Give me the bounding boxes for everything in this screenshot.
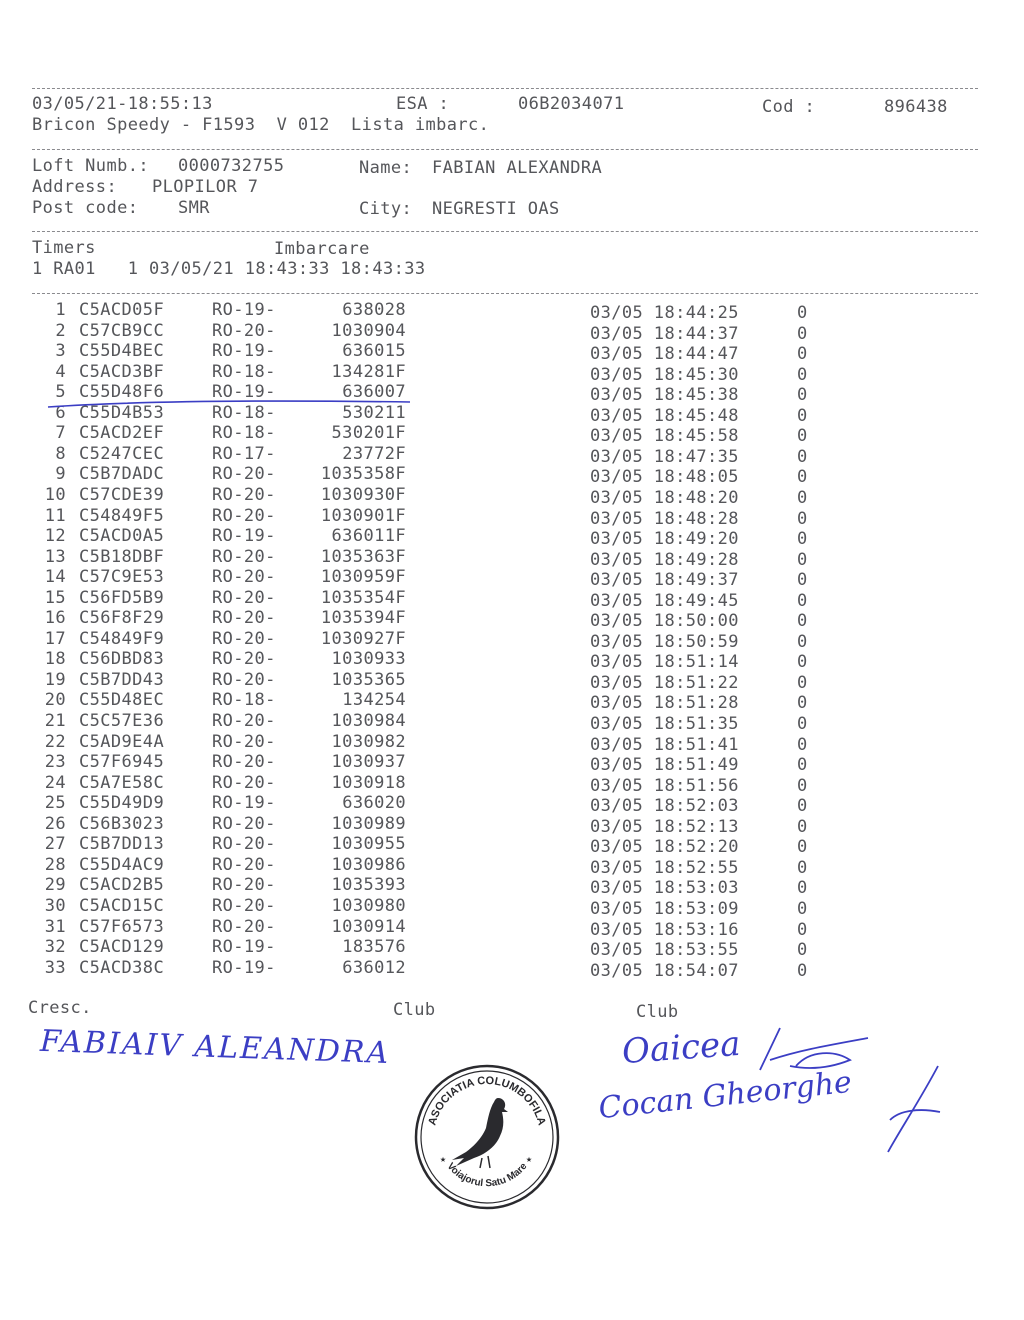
arrival-timestamp: 03/05 18:50:59 (590, 632, 739, 652)
arrival-timestamp: 03/05 18:51:56 (590, 776, 739, 796)
status-value: 0 (797, 406, 808, 426)
row-index: 20 (44, 690, 66, 710)
association-stamp (412, 1062, 562, 1212)
status-value: 0 (797, 324, 808, 344)
row-index: 15 (44, 588, 66, 608)
row-index: 10 (44, 485, 66, 505)
row-index: 27 (44, 834, 66, 854)
postcode-label: Post code: (32, 198, 139, 218)
status-value: 0 (797, 961, 808, 981)
row-index: 2 (55, 321, 66, 341)
report-datetime: 03/05/21-18:55:13 (32, 94, 213, 114)
ring-country-year: RO-20- (212, 547, 276, 567)
row-index: 24 (44, 773, 66, 793)
chip-id: C54849F9 (79, 629, 165, 649)
status-value: 0 (797, 940, 808, 960)
ring-country-year: RO-20- (212, 629, 276, 649)
row-index: 3 (55, 341, 66, 361)
status-value: 0 (797, 550, 808, 570)
chip-id: C57F6573 (79, 917, 165, 937)
ring-number: 1030927F (320, 629, 406, 649)
ring-number: 134281F (331, 362, 406, 382)
arrival-timestamp: 03/05 18:49:37 (590, 570, 739, 590)
svg-text:★: ★ (526, 1154, 533, 1165)
status-value: 0 (797, 652, 808, 672)
status-value: 0 (797, 344, 808, 364)
ring-number: 1030980 (331, 896, 406, 916)
ring-country-year: RO-19- (212, 341, 276, 361)
row-index: 1 (55, 300, 66, 320)
ring-country-year: RO-19- (212, 937, 276, 957)
ring-country-year: RO-18- (212, 423, 276, 443)
ring-number: 636020 (342, 793, 406, 813)
status-value: 0 (797, 611, 808, 631)
chip-id: C57CB9CC (79, 321, 165, 341)
ring-number: 183576 (342, 937, 406, 957)
ring-number: 1035394F (320, 608, 406, 628)
chip-id: C56B3023 (79, 814, 165, 834)
status-value: 0 (797, 570, 808, 590)
arrival-timestamp: 03/05 18:48:28 (590, 509, 739, 529)
chip-id: C55D4AC9 (79, 855, 165, 875)
timer-line: 1 RA01 1 03/05/21 18:43:33 18:43:33 (32, 259, 426, 279)
ring-country-year: RO-20- (212, 567, 276, 587)
row-index: 33 (44, 958, 66, 978)
status-value: 0 (797, 735, 808, 755)
row-index: 5 (55, 382, 66, 402)
ring-country-year: RO-20- (212, 670, 276, 690)
ring-number: 636007 (342, 382, 406, 402)
row-index: 19 (44, 670, 66, 690)
arrival-timestamp: 03/05 18:45:48 (590, 406, 739, 426)
ring-country-year: RO-20- (212, 855, 276, 875)
row-index: 22 (44, 732, 66, 752)
status-value: 0 (797, 714, 808, 734)
status-value: 0 (797, 899, 808, 919)
arrival-timestamp: 03/05 18:45:30 (590, 365, 739, 385)
row-index: 13 (44, 547, 66, 567)
chip-id: C55D4B53 (79, 403, 165, 423)
separator-line (32, 88, 978, 89)
row-index: 7 (55, 423, 66, 443)
arrival-timestamp: 03/05 18:44:37 (590, 324, 739, 344)
club-signature-flourish (880, 1060, 950, 1160)
ring-number: 1030986 (331, 855, 406, 875)
ring-number: 530201F (331, 423, 406, 443)
imbarcare-label: Imbarcare (274, 239, 370, 259)
row-index: 12 (44, 526, 66, 546)
ring-country-year: RO-20- (212, 875, 276, 895)
chip-id: C5B7DD43 (79, 670, 165, 690)
status-value: 0 (797, 837, 808, 857)
device-line: Bricon Speedy - F1593 V 012 Lista imbarc. (32, 115, 490, 135)
ring-number: 134254 (342, 690, 406, 710)
ring-country-year: RO-19- (212, 526, 276, 546)
arrival-timestamp: 03/05 18:45:38 (590, 385, 739, 405)
chip-id: C5ACD2EF (79, 423, 165, 443)
ring-country-year: RO-20- (212, 506, 276, 526)
arrival-timestamp: 03/05 18:53:03 (590, 878, 739, 898)
chip-id: C55D48EC (79, 690, 165, 710)
city-value: NEGRESTI OAS (432, 199, 560, 219)
row-index: 18 (44, 649, 66, 669)
chip-id: C5ACD0A5 (79, 526, 165, 546)
ring-country-year: RO-19- (212, 300, 276, 320)
ring-number: 1030959F (320, 567, 406, 587)
row-index: 11 (44, 506, 66, 526)
arrival-timestamp: 03/05 18:45:58 (590, 426, 739, 446)
ring-number: 1030918 (331, 773, 406, 793)
ring-country-year: RO-20- (212, 834, 276, 854)
ring-number: 1030989 (331, 814, 406, 834)
ring-country-year: RO-19- (212, 958, 276, 978)
ring-number: 1030930F (320, 485, 406, 505)
club-signature: Cocan Gheorghe (596, 1064, 854, 1127)
stamp-text-top: ASOCIATIA COLUMBOFILA (426, 1074, 548, 1127)
arrival-timestamp: 03/05 18:51:35 (590, 714, 739, 734)
ring-country-year: RO-20- (212, 752, 276, 772)
svg-text:★: ★ (440, 1154, 447, 1165)
ring-country-year: RO-20- (212, 464, 276, 484)
cod-label: Cod : (762, 97, 816, 117)
separator-line (32, 149, 978, 150)
arrival-timestamp: 03/05 18:52:13 (590, 817, 739, 837)
ring-country-year: RO-20- (212, 649, 276, 669)
arrival-timestamp: 03/05 18:54:07 (590, 961, 739, 981)
arrival-timestamp: 03/05 18:53:55 (590, 940, 739, 960)
ring-country-year: RO-18- (212, 403, 276, 423)
chip-id: C5ACD05F (79, 300, 165, 320)
arrival-timestamp: 03/05 18:51:28 (590, 693, 739, 713)
ring-number: 636012 (342, 958, 406, 978)
arrival-timestamp: 03/05 18:51:49 (590, 755, 739, 775)
row-index: 25 (44, 793, 66, 813)
arrival-timestamp: 03/05 18:49:20 (590, 529, 739, 549)
arrival-timestamp: 03/05 18:51:14 (590, 652, 739, 672)
chip-id: C57F6945 (79, 752, 165, 772)
arrival-timestamp: 03/05 18:52:20 (590, 837, 739, 857)
row-index: 6 (55, 403, 66, 423)
row-index: 31 (44, 917, 66, 937)
esa-value: 06B2034071 (518, 94, 625, 114)
chip-id: C55D48F6 (79, 382, 165, 402)
ring-country-year: RO-20- (212, 917, 276, 937)
arrival-timestamp: 03/05 18:52:03 (590, 796, 739, 816)
arrival-timestamp: 03/05 18:50:00 (590, 611, 739, 631)
chip-id: C5C57E36 (79, 711, 165, 731)
chip-id: C5B18DBF (79, 547, 165, 567)
svg-text:ASOCIATIA COLUMBOFILA (426, 1075, 547, 1127)
chip-id: C5B7DADC (79, 464, 165, 484)
chip-id: C56FD5B9 (79, 588, 165, 608)
club-signature: Oaicea (620, 1023, 742, 1073)
status-value: 0 (797, 817, 808, 837)
ring-number: 1030984 (331, 711, 406, 731)
arrival-timestamp: 03/05 18:53:16 (590, 920, 739, 940)
name-label: Name: (359, 158, 413, 178)
chip-id: C54849F5 (79, 506, 165, 526)
ring-number: 23772F (342, 444, 406, 464)
status-value: 0 (797, 878, 808, 898)
arrival-timestamp: 03/05 18:44:25 (590, 303, 739, 323)
ring-number: 1030904 (331, 321, 406, 341)
ring-country-year: RO-20- (212, 814, 276, 834)
cod-value: 896438 (884, 97, 948, 117)
esa-label: ESA : (396, 94, 450, 114)
row-index: 4 (55, 362, 66, 382)
row-index: 32 (44, 937, 66, 957)
ring-number: 1030982 (331, 732, 406, 752)
row-index: 21 (44, 711, 66, 731)
chip-id: C55D49D9 (79, 793, 165, 813)
club-label: Club (393, 1000, 436, 1020)
status-value: 0 (797, 509, 808, 529)
status-value: 0 (797, 755, 808, 775)
status-value: 0 (797, 467, 808, 487)
arrival-timestamp: 03/05 18:48:20 (590, 488, 739, 508)
chip-id: C57CDE39 (79, 485, 165, 505)
stamp-text-bottom: Voiajorul Satu Mare (444, 1160, 530, 1190)
handwritten-underline (46, 398, 416, 412)
arrival-timestamp: 03/05 18:48:05 (590, 467, 739, 487)
address-label: Address: (32, 177, 118, 197)
ring-country-year: RO-20- (212, 732, 276, 752)
row-index: 17 (44, 629, 66, 649)
status-value: 0 (797, 426, 808, 446)
ring-number: 1030901F (320, 506, 406, 526)
ring-country-year: RO-20- (212, 321, 276, 341)
owner-signature: FABIAIV ALEANDRA (39, 1023, 391, 1072)
chip-id: C56F8F29 (79, 608, 165, 628)
city-label: City: (359, 199, 413, 219)
arrival-timestamp: 03/05 18:53:09 (590, 899, 739, 919)
status-value: 0 (797, 591, 808, 611)
row-index: 30 (44, 896, 66, 916)
separator-line (32, 293, 978, 294)
ring-number: 1030914 (331, 917, 406, 937)
cresc-label: Cresc. (28, 998, 92, 1018)
ring-country-year: RO-20- (212, 711, 276, 731)
ring-number: 638028 (342, 300, 406, 320)
status-value: 0 (797, 447, 808, 467)
postcode-value: SMR (178, 198, 210, 218)
ring-country-year: RO-18- (212, 690, 276, 710)
row-index: 28 (44, 855, 66, 875)
name-value: FABIAN ALEXANDRA (432, 158, 603, 178)
ring-country-year: RO-19- (212, 793, 276, 813)
status-value: 0 (797, 776, 808, 796)
row-index: 29 (44, 875, 66, 895)
address-value: PLOPILOR 7 (152, 177, 259, 197)
status-value: 0 (797, 488, 808, 508)
row-index: 23 (44, 752, 66, 772)
chip-id: C57C9E53 (79, 567, 165, 587)
chip-id: C5ACD2B5 (79, 875, 165, 895)
chip-id: C5247CEC (79, 444, 165, 464)
chip-id: C5ACD129 (79, 937, 165, 957)
pigeon-icon (452, 1098, 508, 1168)
ring-number: 1030955 (331, 834, 406, 854)
ring-country-year: RO-20- (212, 588, 276, 608)
ring-number: 1035363F (320, 547, 406, 567)
ring-country-year: RO-20- (212, 773, 276, 793)
status-value: 0 (797, 693, 808, 713)
arrival-timestamp: 03/05 18:49:28 (590, 550, 739, 570)
status-value: 0 (797, 796, 808, 816)
arrival-timestamp: 03/05 18:52:55 (590, 858, 739, 878)
ring-number: 1030933 (331, 649, 406, 669)
ring-country-year: RO-18- (212, 362, 276, 382)
loft-number-value: 0000732755 (178, 156, 285, 176)
row-index: 8 (55, 444, 66, 464)
arrival-timestamp: 03/05 18:51:22 (590, 673, 739, 693)
chip-id: C5AD9E4A (79, 732, 165, 752)
status-value: 0 (797, 673, 808, 693)
status-value: 0 (797, 303, 808, 323)
status-value: 0 (797, 858, 808, 878)
ring-country-year: RO-20- (212, 485, 276, 505)
row-index: 26 (44, 814, 66, 834)
ring-number: 636011F (331, 526, 406, 546)
chip-id: C5ACD15C (79, 896, 165, 916)
club-label: Club (636, 1002, 679, 1022)
row-index: 16 (44, 608, 66, 628)
arrival-timestamp: 03/05 18:44:47 (590, 344, 739, 364)
status-value: 0 (797, 632, 808, 652)
separator-line (32, 231, 978, 232)
chip-id: C5B7DD13 (79, 834, 165, 854)
chip-id: C55D4BEC (79, 341, 165, 361)
ring-country-year: RO-20- (212, 896, 276, 916)
chip-id: C5ACD3BF (79, 362, 165, 382)
status-value: 0 (797, 920, 808, 940)
row-index: 9 (55, 464, 66, 484)
ring-number: 1030937 (331, 752, 406, 772)
status-value: 0 (797, 385, 808, 405)
timers-label: Timers (32, 238, 96, 258)
chip-id: C5A7E58C (79, 773, 165, 793)
ring-number: 1035358F (320, 464, 406, 484)
arrival-timestamp: 03/05 18:47:35 (590, 447, 739, 467)
ring-country-year: RO-19- (212, 382, 276, 402)
chip-id: C56DBD83 (79, 649, 165, 669)
ring-country-year: RO-17- (212, 444, 276, 464)
loft-number-label: Loft Numb.: (32, 156, 149, 176)
ring-number: 1035393 (331, 875, 406, 895)
ring-number: 1035365 (331, 670, 406, 690)
status-value: 0 (797, 529, 808, 549)
chip-id: C5ACD38C (79, 958, 165, 978)
ring-country-year: RO-20- (212, 608, 276, 628)
status-value: 0 (797, 365, 808, 385)
ring-number: 530211 (342, 403, 406, 423)
arrival-timestamp: 03/05 18:51:41 (590, 735, 739, 755)
row-index: 14 (44, 567, 66, 587)
arrival-timestamp: 03/05 18:49:45 (590, 591, 739, 611)
ring-number: 636015 (342, 341, 406, 361)
ring-number: 1035354F (320, 588, 406, 608)
